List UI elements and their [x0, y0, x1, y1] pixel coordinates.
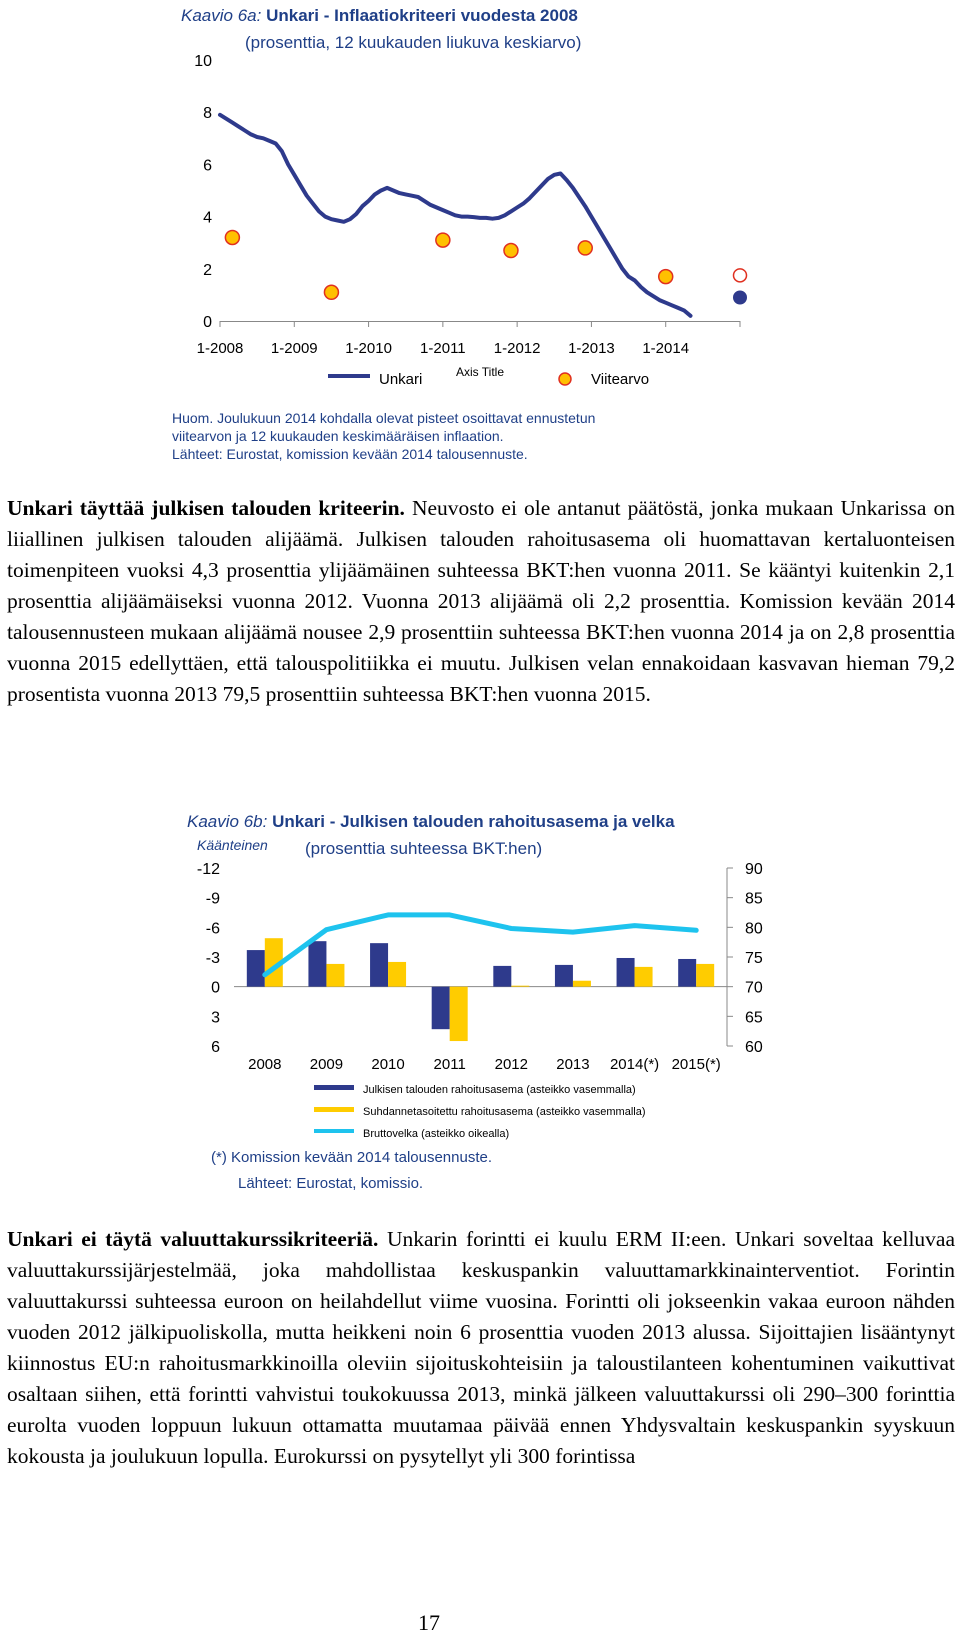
legend-swatch-debt [314, 1129, 354, 1133]
right-axis-tick-label: 80 [745, 920, 763, 938]
bar-structural-balance [511, 986, 529, 987]
paragraph-2-heading: Unkari ei täytä valuuttakurssikriteeriä. [7, 1227, 379, 1251]
x-category-label: 2013 [556, 1056, 590, 1073]
bar-structural-balance [388, 962, 406, 987]
x-tick-label: 1-2010 [345, 340, 392, 357]
body-paragraph-2 [7, 1224, 955, 1472]
x-tick-label: 1-2008 [196, 340, 244, 357]
legend-swatch-structural [314, 1107, 354, 1112]
bar-balance [555, 965, 573, 987]
left-axis-tick-label: -6 [205, 920, 220, 938]
left-axis-tick-label: 6 [211, 1039, 220, 1056]
x-tick-label: 1-2014 [642, 340, 690, 357]
x-tick-label: 1-2013 [568, 340, 615, 357]
paragraph-1-heading: Unkari täyttää julkisen talouden kriteerin. [7, 496, 405, 520]
paragraph-2-text: Unkarin forintti ei kuulu ERM II:een. Unkari soveltaa kelluvaa valuuttakurssijärjestelmää, joka mahdollistaa keskuspankin valuuttamarkkinainterventiot. Forintin valuuttakurssi suhteessa euroon on heilahdellut viime vuosina. Forintti oli jokseenkin vakaa euroon nähden vuoden 2012 jälkipuoliskolla, mutta heikkeni noin 6 prosenttia vuoden 2013 alussa. Sijoittajien lisääntynyt kiinnostus EU:n rahoitusmarkkinoilla oleviin sijoituskohteisiin ja taloustilanteen kohentuminen vaikuttivat osaltaan siihen, että forintti vahvistui toukokuussa 2013, minkä jälkeen valuuttakurssi oli 290–300 forinttia eurolta vuoden loppuun lukuun ottamatta muutamaa päivää ennen Yhdysvaltain keskuspankin syyskuun kokousta ja joulukuun lopulla. Eurokurssi on pysytellyt yli 300 forintissa [7, 1227, 955, 1468]
chart1-note-line: viitearvon ja 12 kuukauden keskimääräisen inflaation. [172, 428, 504, 444]
bar-structural-balance [573, 981, 591, 987]
legend-label: Julkisen talouden rahoitusasema (asteikko vasemmalla) [363, 1084, 636, 1096]
bar-balance [678, 959, 696, 987]
chart2-note-sources: Lähteet: Eurostat, komissio. [238, 1175, 424, 1192]
bar-balance [247, 950, 265, 987]
x-category-label: 2012 [494, 1056, 528, 1073]
chart1-subtitle: (prosenttia, 12 kuukauden liukuva keskiarvo) [245, 33, 582, 52]
bar-structural-balance [635, 967, 653, 987]
chart2-note-forecast: (*) Komission kevään 2014 talousennuste. [211, 1149, 493, 1166]
x-category-label: 2009 [309, 1056, 344, 1073]
y-tick-label: 8 [203, 105, 212, 123]
chart2-title-prefix: Kaavio 6b: [187, 812, 268, 831]
y-tick-label: 10 [194, 53, 212, 70]
chart1-title-prefix: Kaavio 6a: [181, 6, 262, 25]
x-tick-label: 1-2009 [270, 340, 318, 357]
y-tick-label: 2 [203, 261, 212, 279]
page-number: 17 [418, 1610, 440, 1635]
y-tick-label: 0 [203, 314, 212, 331]
legend-label-unkari: Unkari [379, 371, 423, 388]
left-axis-tick-label: -9 [205, 890, 220, 908]
legend-label-viitearvo: Viitearvo [591, 371, 650, 388]
x-category-label: 2014(*) [609, 1056, 660, 1073]
chart2-subtitle: (prosenttia suhteessa BKT:hen) [305, 839, 543, 858]
y-tick-label: 6 [203, 157, 212, 175]
x-category-label: 2008 [248, 1056, 282, 1073]
x-category-label: 2010 [371, 1056, 405, 1073]
bar-balance [370, 943, 388, 987]
bar-structural-balance [326, 964, 344, 987]
bar-balance [308, 941, 326, 986]
left-axis-tick-label: 0 [211, 979, 220, 997]
left-axis-tick-label: -3 [205, 950, 220, 967]
legend-label: Suhdannetasoitettu rahoitusasema (asteikko vasemmalla) [363, 1106, 646, 1118]
bar-balance [617, 958, 635, 987]
right-axis-tick-label: 75 [745, 950, 763, 967]
left-axis-tick-label: 3 [211, 1009, 220, 1027]
x-category-label: 2011 [433, 1056, 466, 1073]
paragraph-1-text: Neuvosto ei ole antanut päätöstä, jonka mukaan Unkarissa on liiallinen julkisen talouden alijäämä. Julkisen talouden rahoitusasema oli huomattavan kertaluonteisen toimenpiteen vuoksi 4,3 prosenttia ylijäämäinen suhteessa BKT:hen vuonna 2011. Se kääntyi kuitenkin 2,1 prosenttia alijäämäiseksi vuonna 2012. Vuonna 2013 alijäämä oli 2,2 prosenttia. Komission kevään 2014 talousennusteen mukaan alijäämä nousee 2,9 prosenttiin suhteessa BKT:hen vuonna 2014 ja on 2,8 prosenttia vuonna 2015 edellyttäen, että talouspolitiikka ei muutu. Julkisen velan ennakoidaan kasvavan hieman 79,2 prosentista vuonna 2013 79,5 prosenttiin suhteessa BKT:hen vuonna 2015. [7, 496, 955, 706]
bar-structural-balance [450, 987, 468, 1041]
y-tick-label: 4 [203, 209, 212, 227]
legend-label: Bruttovelka (asteikko oikealla) [363, 1128, 510, 1140]
chart2-inverted-label: Käänteinen [197, 837, 268, 853]
chart1-title-main: Unkari - Inflaatiokriteeri vuodesta 2008 [266, 6, 578, 25]
x-category-label: 2015(*) [671, 1056, 721, 1073]
chart2-notes [211, 1145, 492, 1197]
x-tick-label: 1-2012 [493, 340, 541, 357]
bar-structural-balance [696, 964, 714, 987]
x-tick-label: 1-2011 [420, 340, 466, 357]
bar-balance [493, 966, 511, 987]
right-axis-tick-label: 70 [745, 979, 763, 997]
left-axis-tick-label: -12 [196, 861, 220, 878]
right-axis-tick-label: 60 [745, 1039, 763, 1056]
legend-swatch-balance [314, 1085, 354, 1090]
right-axis-tick-label: 65 [745, 1009, 763, 1027]
legend-axis-title: Axis Title [456, 365, 505, 379]
chart1-note-line: Lähteet: Eurostat, komission kevään 2014 talousennuste. [172, 446, 528, 462]
right-axis-tick-label: 85 [745, 890, 763, 908]
chart2-title-main: Unkari - Julkisen talouden rahoitusasema ja velka [272, 812, 675, 831]
chart1-note-line: Huom. Joulukuun 2014 kohdalla olevat pisteet osoittavat ennustetun [172, 410, 596, 426]
right-axis-tick-label: 90 [745, 861, 763, 878]
bar-balance [432, 987, 450, 1030]
